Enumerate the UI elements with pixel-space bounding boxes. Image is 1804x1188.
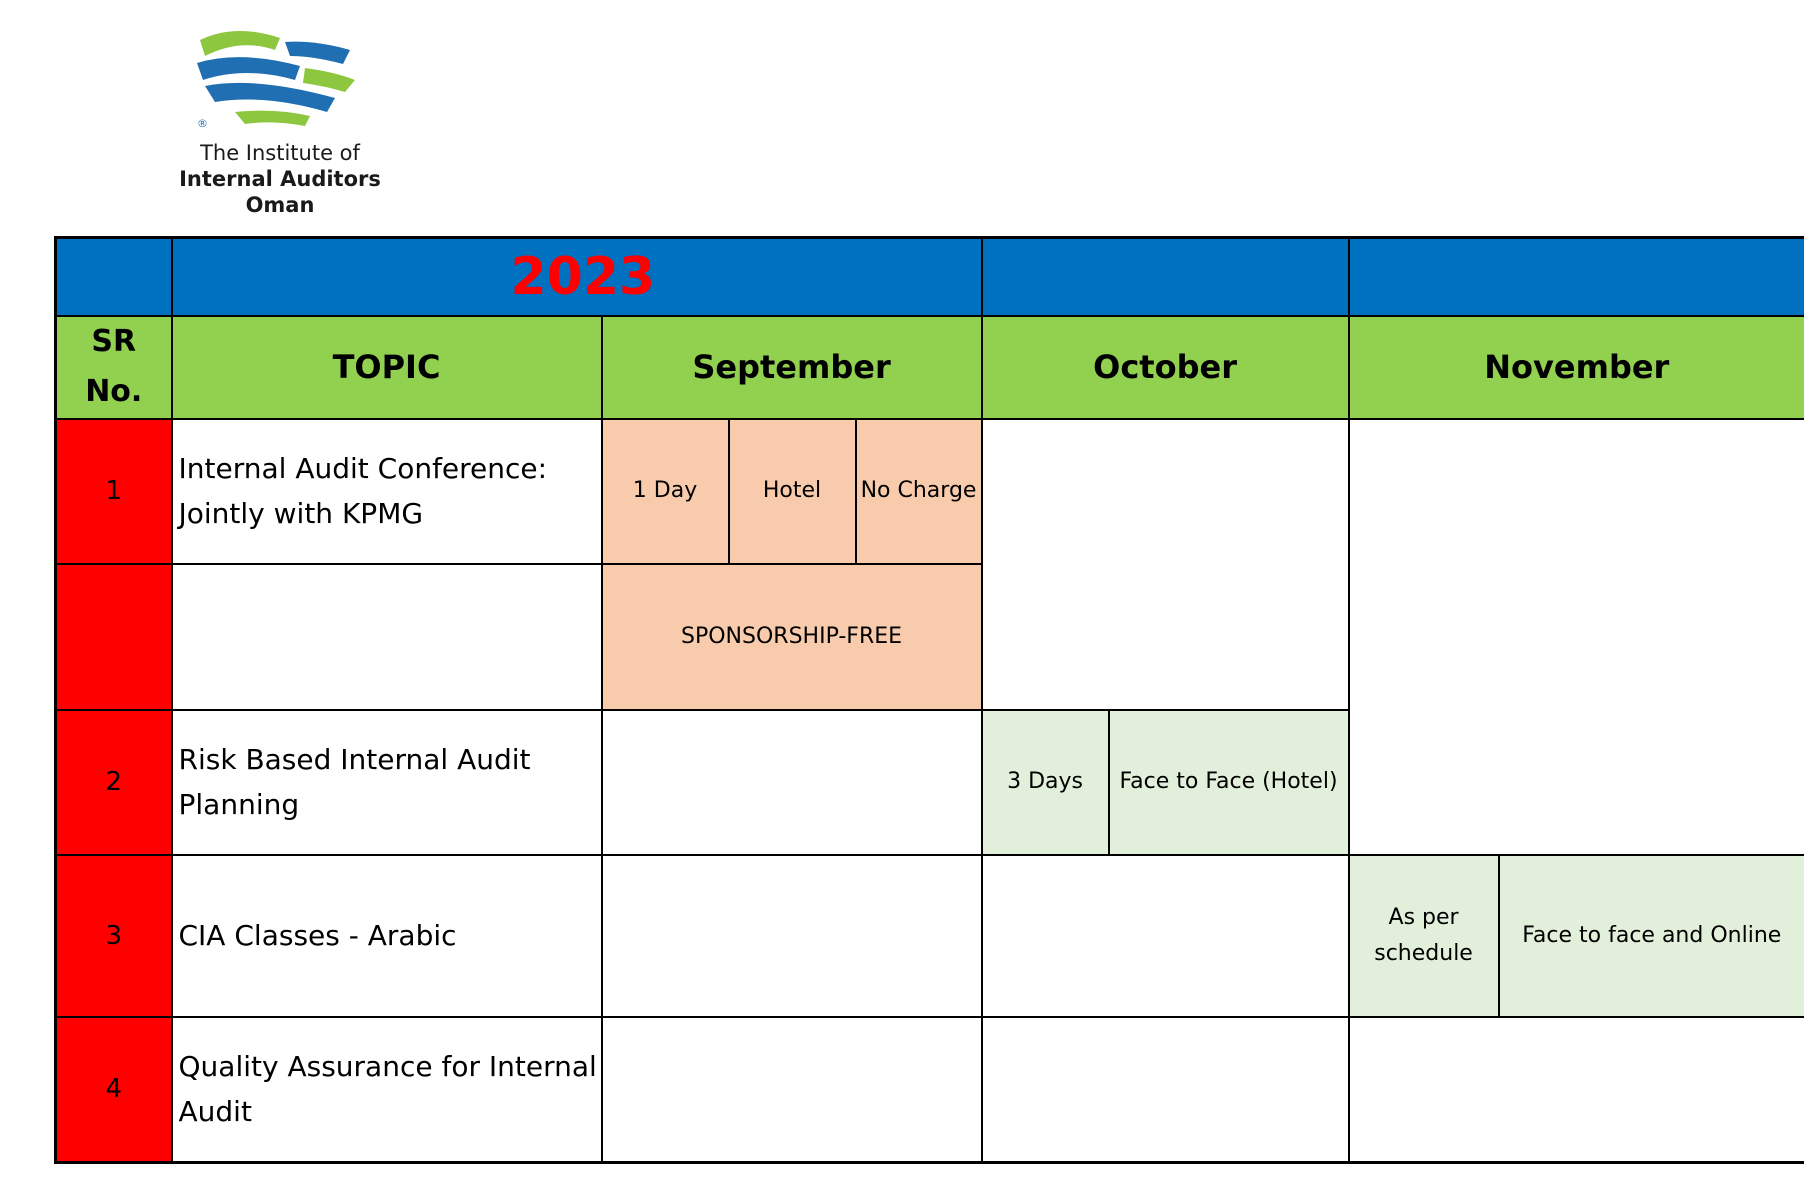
sr-number: 2 — [56, 710, 172, 855]
topic-header: TOPIC — [172, 316, 602, 418]
october-duration: 3 Days — [982, 710, 1109, 855]
topic-cell: Quality Assurance for Internal Audit — [172, 1017, 602, 1163]
sr-number: 3 — [56, 855, 172, 1017]
sr-header: SR No. — [56, 316, 172, 418]
logo-line-1: The Institute of — [200, 141, 360, 165]
topic-cell: Internal Audit Conference: Jointly with KPMG — [172, 419, 602, 564]
globe-logo-icon — [195, 28, 365, 128]
year-band-row — [56, 238, 1804, 317]
sponsorship-note: SPONSORSHIP-FREE — [602, 564, 982, 709]
header-row — [56, 316, 1804, 418]
month-header-november: November — [1349, 316, 1804, 418]
table-row — [56, 1017, 1804, 1163]
september-duration: 1 Day — [602, 419, 729, 564]
table-row — [56, 855, 1804, 1017]
topic-cell: Risk Based Internal Audit Planning — [172, 710, 602, 855]
logo-wordmark — [150, 140, 410, 218]
year-title: 2023 — [172, 238, 982, 317]
logo-line-2: Internal Auditors — [179, 167, 381, 191]
institute-logo — [150, 28, 410, 218]
svg-text:®: ® — [197, 117, 208, 128]
sr-number: 4 — [56, 1017, 172, 1163]
logo-line-3: Oman — [245, 193, 315, 217]
table-row — [56, 419, 1804, 564]
october-mode: Face to Face (Hotel) — [1109, 710, 1349, 855]
september-fee: No Charge — [856, 419, 982, 564]
september-venue: Hotel — [729, 419, 856, 564]
training-schedule-table — [54, 236, 1804, 1164]
topic-cell: CIA Classes - Arabic — [172, 855, 602, 1017]
month-header-october: October — [982, 316, 1349, 418]
sr-number: 1 — [56, 419, 172, 564]
month-header-september: September — [602, 316, 982, 418]
november-mode: Face to face and Online — [1499, 855, 1804, 1017]
november-duration: As per schedule — [1349, 855, 1499, 1017]
